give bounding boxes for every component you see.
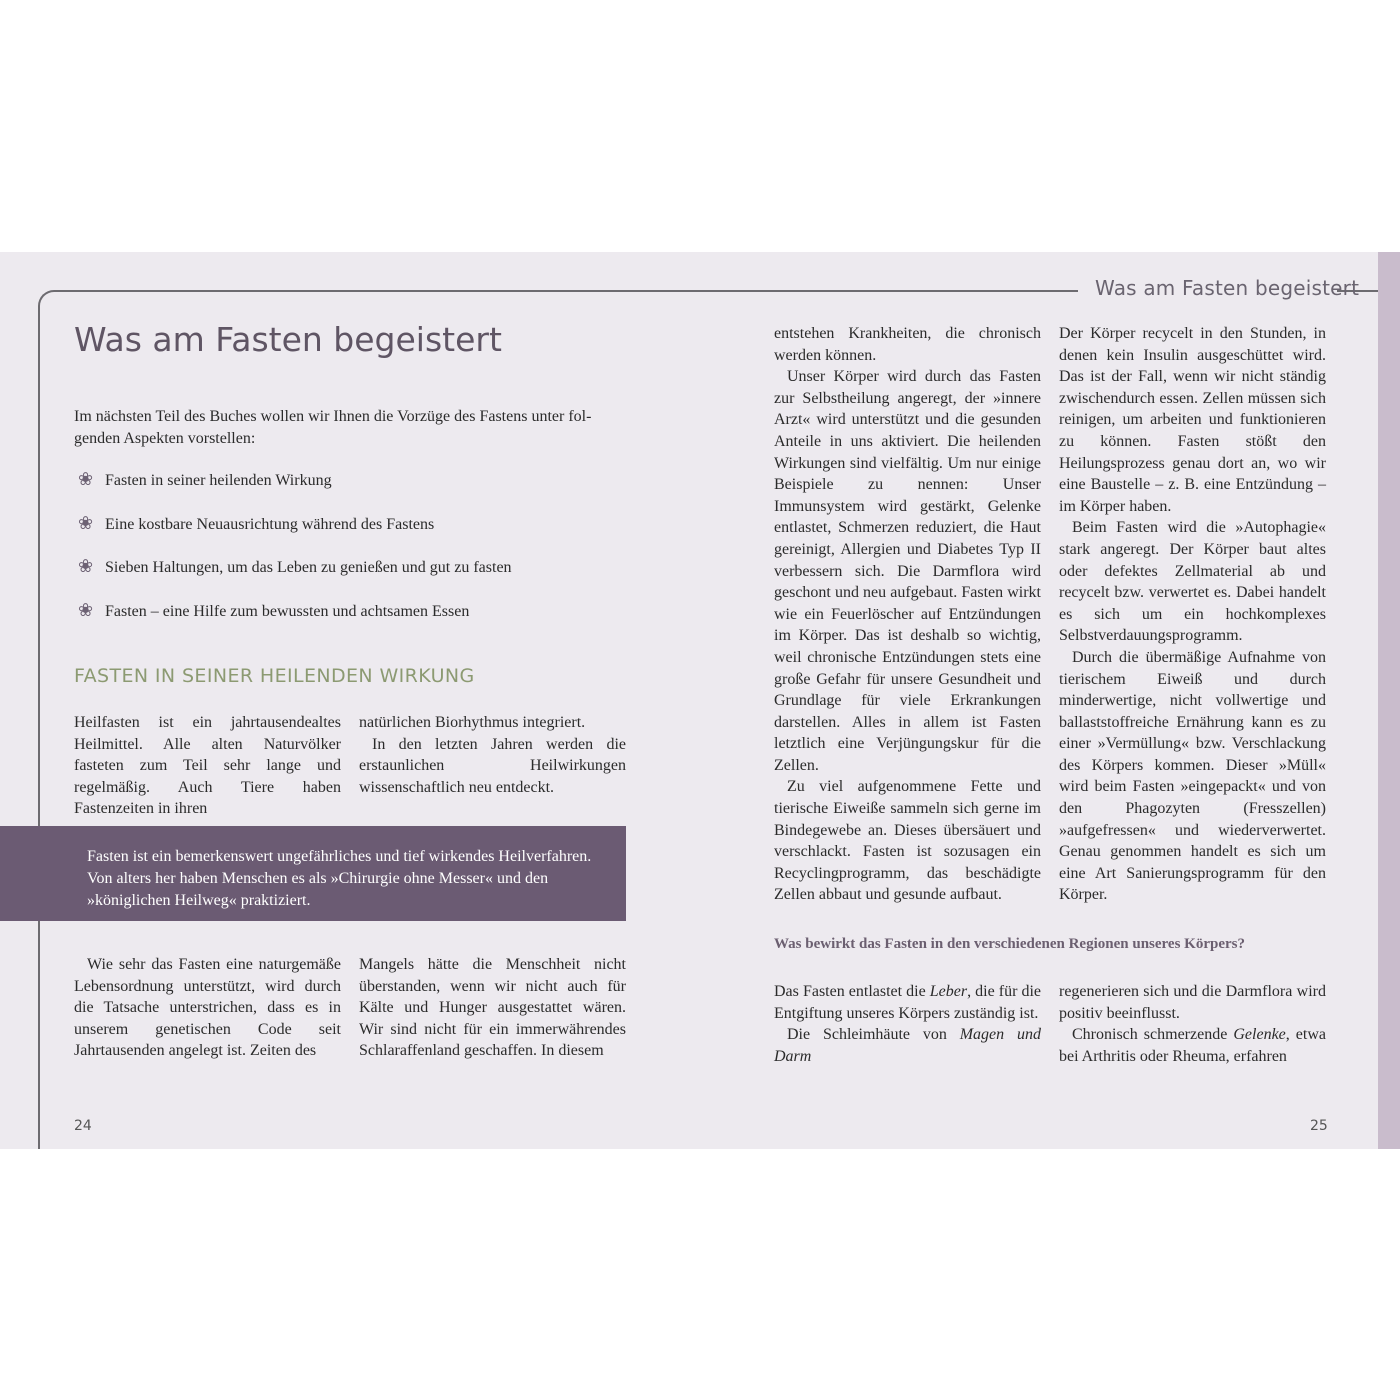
paragraph [774,981,1041,1024]
list-item [78,470,638,514]
paragraph: Der Körper recycelt in den Stunden, in denen kein Insulin ausgeschüttet wird. Das ist der Fall, wenn wir nicht ständig zwischendurch essen. Zellen müssen sich reinigen, um arbeiten und funktionieren zu können. Fasten stößt den Heilungsprozess genau dort an, wo wir eine Baustelle – z. B. eine Entzündung – im Körper haben. [1059,325,1326,515]
list-item [78,557,638,601]
list-item-text: Fasten in seiner heilenden Wirkung [105,472,332,489]
list-item-text: Eine kostbare Neuausrichtung während des Fastens [105,515,435,533]
frame-corner [38,290,68,320]
text: , etwa bei Arthritis oder Rheuma, erfahren [1059,1026,1327,1065]
right-col1-bottom [774,981,1041,1067]
paragraph [774,1024,1041,1067]
paragraph: entstehen Krankheiten, die chronisch werden können. [774,325,1041,364]
page-title: Was am Fasten begeistert [74,320,502,359]
text: , die für die Entgiftung unseres Körpers zuständig ist. [774,983,1042,1022]
paragraph: Zu viel aufgenommene Fette und tierische Eiweiße sammeln sich gerne im Bindegewebe an. Dieses übersäuert und verschlackt. Fasten ist sozusagen ein Recyclingprogramm, das beschädigte Zellen abbaut und gesunde aufbaut. [774,778,1041,904]
flower-icon: ❀ [78,512,94,534]
right-col1 [774,323,1041,906]
frame-line-top [66,290,1078,292]
left-col1-bottom [74,954,341,1062]
intro-line-1: Im nächsten Teil des Buches wollen wir Ihnen die Vorzüge des Fastens unter fol- [74,408,592,425]
paragraph [1059,1024,1326,1067]
emphasis-joints: Gelenke [1233,1026,1286,1044]
paragraph: In den letzten Jahren werden die erstaunlichen Heilwirkungen wissenschaftlich neu entdeckt. [359,735,626,796]
right-col2 [1059,323,1326,906]
paragraph: Mangels hätte die Menschheit nicht überstanden, wenn wir nicht auch für Kälte und Hunger ausgestattet wären. Wir sind nicht für ein immerwährendes Schlaraffenland geschaffen. In diesem [359,956,626,1060]
section-heading: FASTEN IN SEINER HEILENDEN WIRKUNG [74,665,475,687]
list-item [78,601,638,645]
right-col2-bottom [1059,981,1326,1067]
paragraph: Heilfasten ist ein jahrtausendealtes Heilmittel. Alle alten Naturvölker fasteten zum Teil sehr lange und regelmäßig. Auch Tiere haben Fastenzeiten in ihren [74,714,341,818]
list-item-text: Fasten – eine Hilfe zum bewussten und achtsamen Essen [105,602,470,620]
left-col2-top [359,712,626,798]
paragraph: regenerieren sich und die Darmflora wird positiv beeinflusst. [1059,983,1326,1022]
running-head: Was am Fasten begeistert [1095,276,1360,300]
left-col2-bottom [359,954,626,1062]
text: Chronisch schmerzende [1072,1026,1234,1044]
emphasis-stomach: Magen und Darm [774,1026,1041,1065]
emphasis-liver: Leber [929,983,968,1000]
paragraph: Beim Fasten wird die »Autophagie« stark angeregt. Der Körper baut altes oder defektes Zellmaterial ab und recycelt bzw. verwertet es. Dabei handelt es sich um ein hochkomplexes Selbstverdauungsprogramm. [1059,519,1326,645]
paragraph: Wie sehr das Fasten eine naturgemäße Lebensordnung unterstützt, wird durch die Tatsache unterstrichen, dass es in unserem genetischen Code seit Jahrtausenden angelegt ist. Zeiten des [74,956,341,1060]
page-number-left: 24 [74,1118,92,1134]
callout-box [0,826,626,921]
list-item [78,514,638,558]
book-spread [0,252,1400,1149]
left-col1-top [74,712,341,820]
frame-line-vertical [38,306,40,1149]
intro-paragraph [74,406,630,450]
subheading: Was bewirkt das Fasten in den verschiedenen Regionen unseres Körpers? [774,936,1245,952]
paragraph: Durch die übermäßige Aufnahme von tierischem Eiweiß und durch minderwertige, nicht vollwertige und ballaststoffreiche Ernährung kann es zu einer »Vermüllung« bzw. Verschlackung des Körpers kommen. Dieser »Müll« wird beim Fasten »eingepackt« und von den Phagozyten (Fresszellen) »aufgefressen« und wiederverwertet. Genau genommen handelt es sich um eine Art Sanierungsprogramm für den Körper. [1059,648,1326,904]
side-tab [1378,252,1400,1149]
paragraph: natürlichen Biorhythmus integriert. [359,714,586,731]
paragraph: Unser Körper wird durch das Fasten zur Selbstheilung angeregt, der »innere Arzt« wird unterstützt und die gesunden Anteile in uns aktiviert. Die heilenden Wirkungen sind vielfältig. Um nur einige Beispiele zu nennen: Unser Immunsystem wird gestärkt, Gelenke entlastet, Schmerzen reduziert, die Haut gereinigt, Allergien und Diabetes Typ II verbessern sich. Die Darmflora wird geschont und neu aufgebaut. Fasten wirkt wie ein Feuerlöscher auf Entzündungen im Körper. Das ist deshalb so wichtig, weil chronische Entzündungen stets eine große Gefahr für unsere Gesundheit und Grundlage für viele Erkrankungen darstellen. Alles in allem ist Fasten letztlich eine Verjüngungskur für die Zellen. [774,368,1041,774]
page-number-right: 25 [1310,1118,1328,1134]
callout-text: Fasten ist ein bemerkenswert ungefährliches und tief wirkendes Heilverfahren. Von alters her haben Menschen es als »Chirurgie ohne Messer« und den »königlichen Heilweg« praktiziert. [87,848,592,909]
aspect-list [78,470,638,644]
flower-icon: ❀ [78,469,94,490]
list-item-text: Sieben Haltungen, um das Leben zu genießen und gut zu fasten [105,559,512,576]
flower-icon: ❀ [78,556,94,577]
text: Die Schleimhäute von [787,1026,960,1044]
flower-icon: ❀ [78,599,94,621]
text: Das Fasten entlastet die [774,983,930,1000]
intro-line-2: genden Aspekten vorstellen: [74,430,256,447]
